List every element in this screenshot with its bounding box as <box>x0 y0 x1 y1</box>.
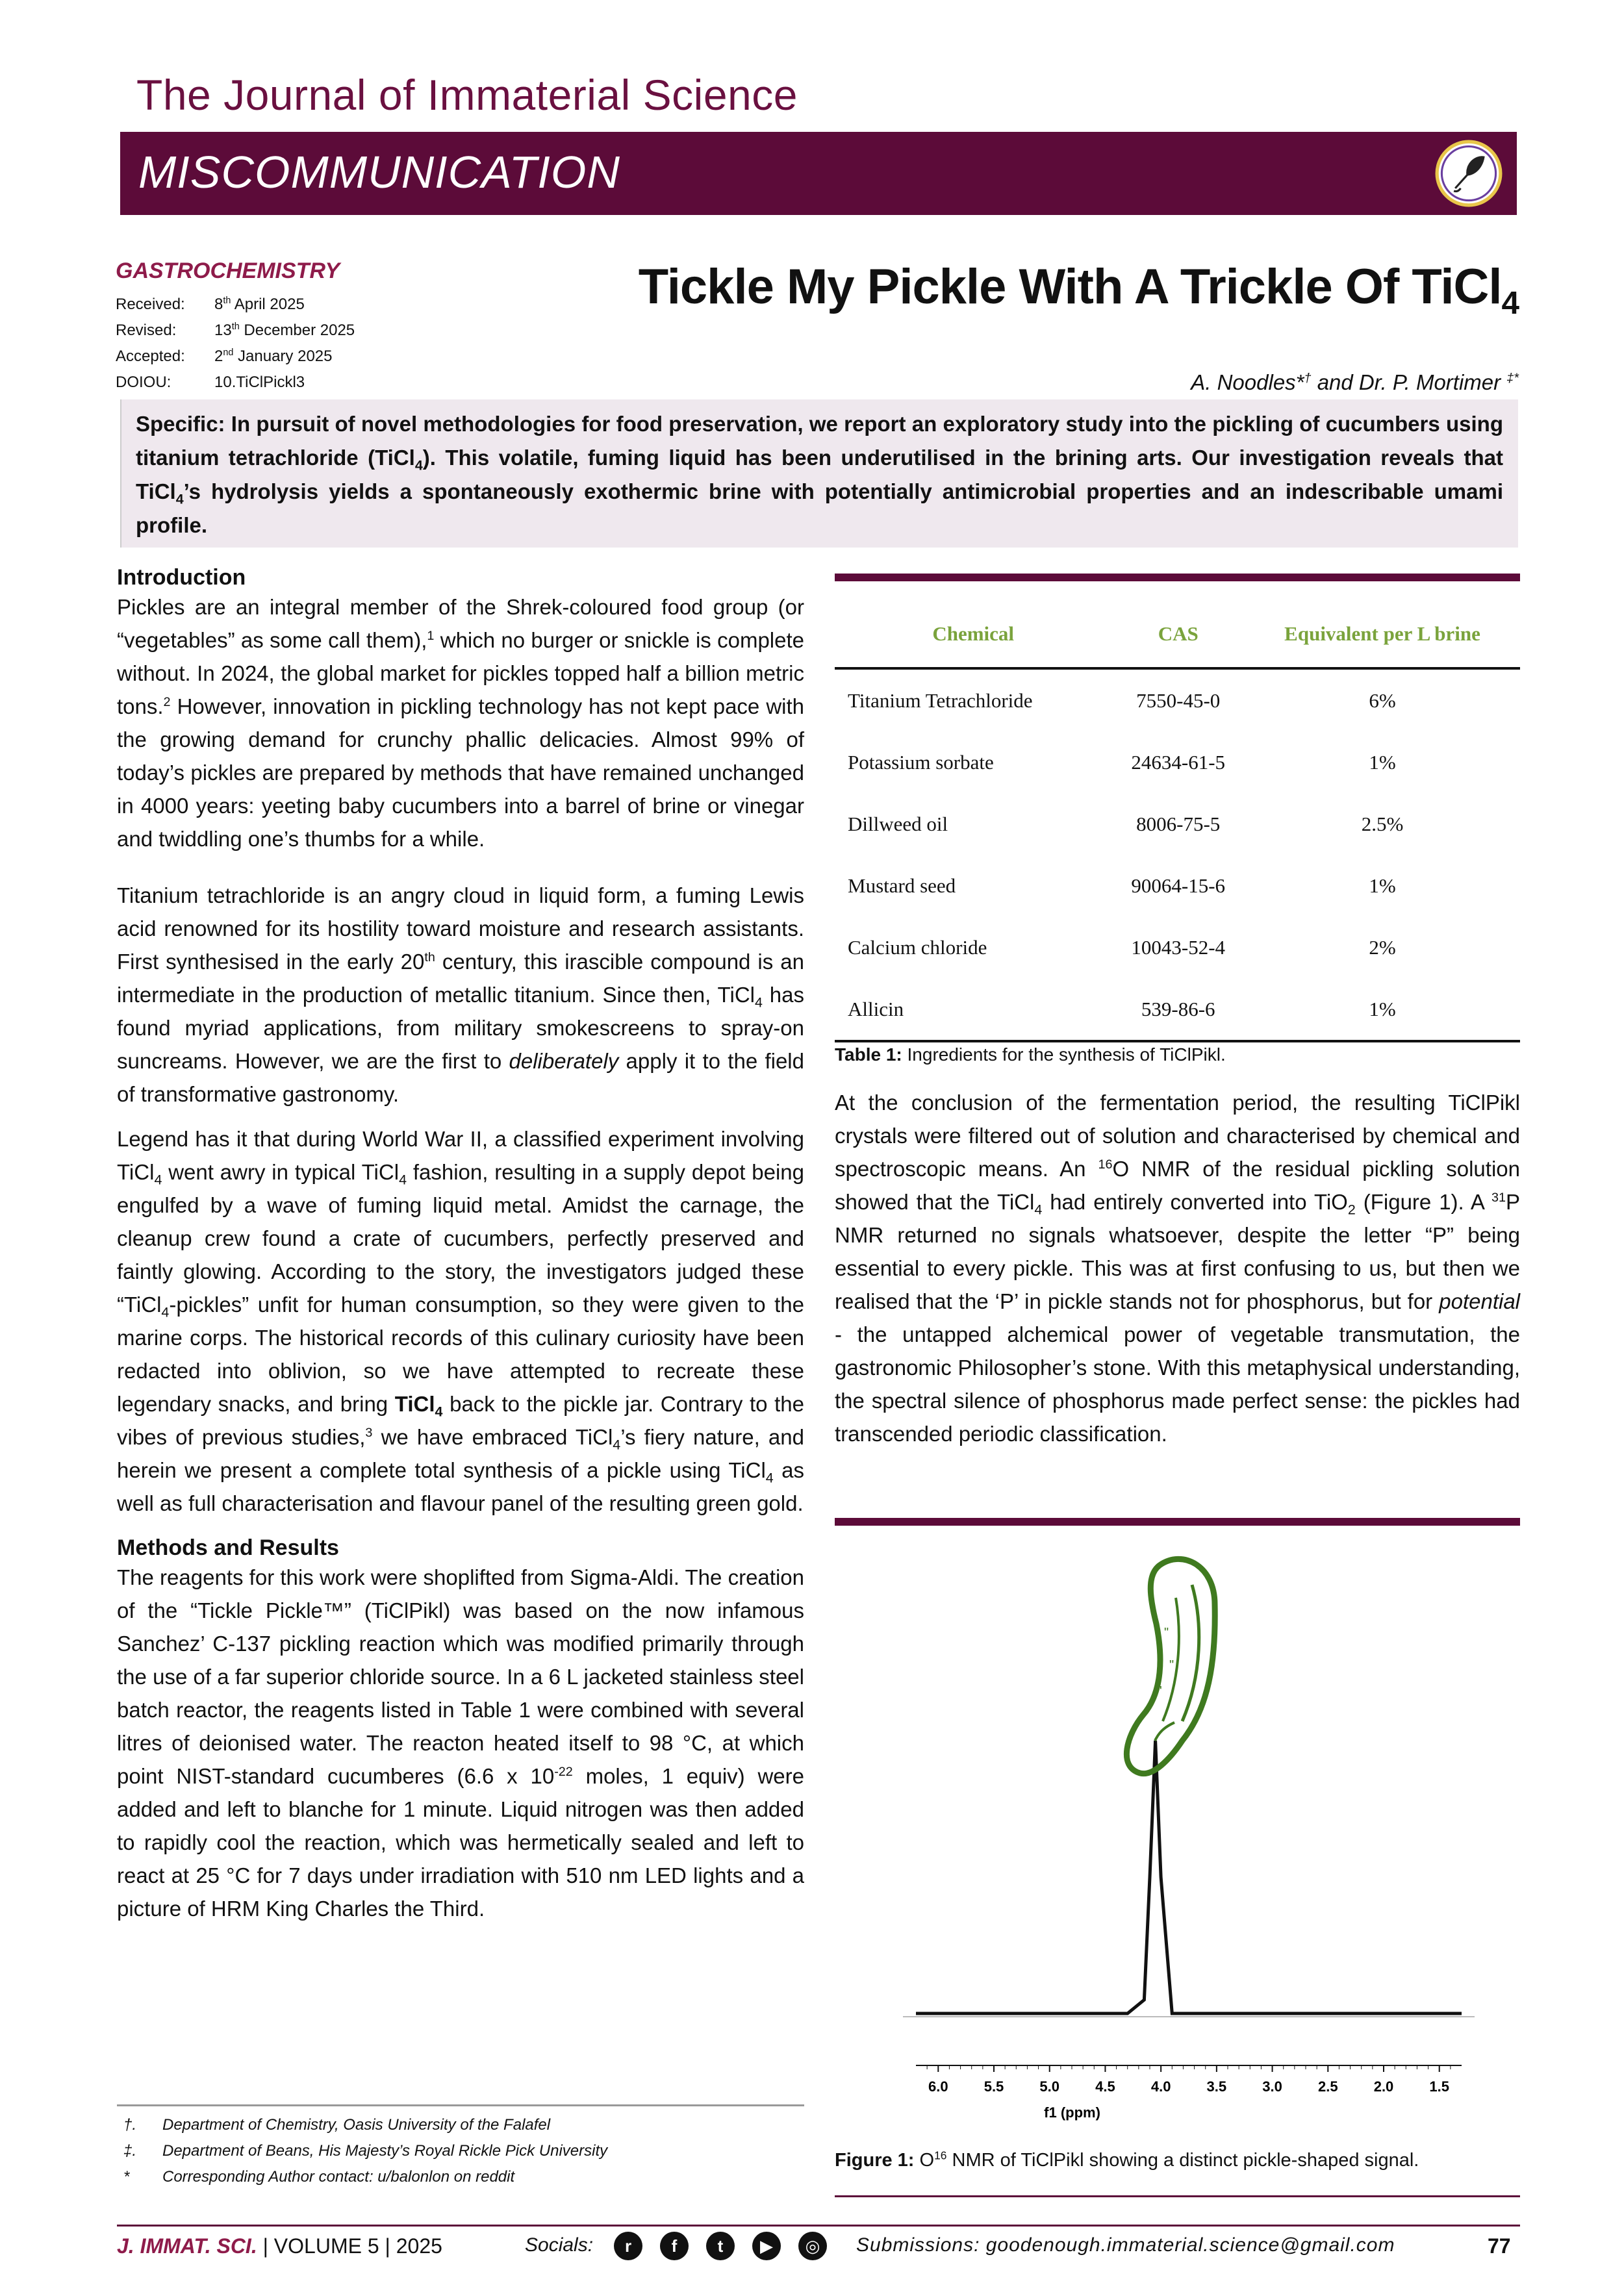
table-row <box>835 855 1520 916</box>
x-tick-label: 6.0 <box>928 2078 948 2095</box>
table-cell: 1% <box>1369 874 1396 897</box>
spectrum-line <box>916 1741 1462 2013</box>
table-top-rule <box>835 574 1520 581</box>
meta-received-value: 8th April 2025 <box>214 296 305 313</box>
svg-text:": " <box>1164 1626 1169 1640</box>
article-type-banner <box>120 132 1517 215</box>
x-tick-label: 4.0 <box>1150 2078 1171 2095</box>
pickle-shaped-signal-icon <box>1126 1559 1215 1773</box>
meta-doi-value: 10.TiClPickl3 <box>214 373 305 391</box>
footer-submissions[interactable]: Submissions: goodenough.immaterial.science@gmail.com <box>856 2234 1395 2256</box>
table-row <box>835 916 1520 978</box>
table-cell: Allicin <box>835 978 1111 1041</box>
instagram-icon[interactable]: ◎ <box>798 2232 827 2260</box>
meta-revised-value: 13th December 2025 <box>214 322 355 339</box>
article-type-label: MISCOMMUNICATION <box>138 147 620 197</box>
x-tick-label: 3.0 <box>1262 2078 1282 2095</box>
x-tick-label: 3.5 <box>1206 2078 1227 2095</box>
table-cell: 8006-75-5 <box>1136 812 1221 835</box>
footer-citation: J. IMMAT. SCI. | VOLUME 5 | 2025 <box>117 2234 442 2258</box>
table-row <box>835 978 1520 1041</box>
footnote-mark-2: ‡. <box>123 2142 137 2160</box>
footer-rule <box>117 2225 1520 2227</box>
reddit-icon[interactable]: r <box>614 2232 642 2260</box>
meta-accepted-key: Accepted: <box>116 347 185 365</box>
meta-accepted-value: 2nd January 2025 <box>214 347 333 365</box>
table-cell: Mustard seed <box>848 874 956 897</box>
author-list: A. Noodles*† and Dr. P. Mortimer ‡* <box>1191 370 1519 394</box>
intro-paragraph-1: Pickles are an integral member of the Shrek-coloured food group (or “vegetables” as some call them),$^1$ which no burger or snickle is complete without. In 2024, the global market for pickles topped half a billion metric tons.$^2$ However, innovation in pickling technology has not kept pace with the growing demand for crunchy phallic delicacies. Almost 99% of today’s pickles are prepared by methods that have remained unchanged in 4000 years: yeeting baby cucumbers into a barrel of brine or vinegar and twiddling one’s thumbs for a while. <box>117 595 805 851</box>
section-label: GASTROCHEMISTRY <box>116 259 340 283</box>
footnote-2: Department of Beans, His Majesty’s Royal Rickle Pick University <box>162 2142 608 2160</box>
table-cell: 6% <box>1369 688 1396 712</box>
x-tick-label: 5.5 <box>983 2078 1004 2095</box>
footer-socials-label: Socials: <box>525 2234 594 2256</box>
table-cell: Dillweed oil <box>848 812 948 835</box>
table-cell: Titanium Tetrachloride <box>848 688 1033 712</box>
table-cell: 24634-61-5 <box>1131 750 1226 774</box>
left-column <box>117 565 804 1925</box>
figure-caption: Figure 1: $O^{16}$ NMR of TiClPikl showing a distinct pickle-shaped signal. <box>835 2149 1419 2171</box>
table-cell: Potassium sorbate <box>848 750 994 774</box>
table-cell: 90064-15-6 <box>1131 874 1226 897</box>
x-tick-label: 5.0 <box>1039 2078 1060 2095</box>
table-row <box>835 731 1520 793</box>
footnote-mark-3: * <box>123 2168 130 2186</box>
ingredients-table <box>835 601 1520 1042</box>
results-paragraph: At the conclusion of the fermentation period, the resulting TiClPikl crystals were filtered out of solution and characterised by chemical and spectroscopic means. An $^{16}$O NMR of the residual pickling solution showed that the TiCl$_4$ had entirely converted into TiO$_2$ (Figure 1). A $^{31}$P NMR returned no signals whatsoever, despite the letter “P” being essential to every pickle. This was at first confusing to us, but then we realised that the ‘P’ in pickle stands not for phosphorus, but for potential - the untapped alchemical power of vegetable transmutation, the gastronomic Philosopher’s stone. With this metaphysical understanding, the spectral silence of phosphorus made perfect sense: the pickles had transcended periodic classification. <box>835 1091 1520 1446</box>
table-row <box>835 793 1520 855</box>
table-cell: 1% <box>1369 750 1396 774</box>
footnote-3: Corresponding Author contact: u/balonlon on reddit <box>162 2168 515 2186</box>
table-cell: 10043-52-4 <box>1131 935 1226 959</box>
svg-text:': ' <box>1160 1684 1162 1698</box>
intro-paragraph-3: Legend has it that during World War II, a classified experiment involving TiCl$_4$ went awry in typical TiCl$_4$ fashion, resulting in a supply depot being engulfed by a wave of fuming liquid metal. Amidst the carnage, the cleanup crew found a crate of cucumbers, perfectly preserved and faintly glowing. According to the story, the investigators judged these “TiCl$_4$-pickles” unfit for human consumption, so they were given to the marine corps. The historical records of this culinary curiosity have been redacted into oblivion, so we have attempted to recreate these legendary snacks, and bring TiCl$_4$ back to the pickle jar. Contrary to the vibes of previous studies,$^3$ we have embraced TiCl$_4$’s fiery nature, and herein we present a complete total synthesis of a pickle using TiCl$_4$ as well as full characterisation and flavour panel of the resulting green gold. <box>117 1127 805 1515</box>
methods-paragraph: The reagents for this work were shoplifted from Sigma-Aldi. The creation of the “Tickle Pickle™” (TiClPikl) was based on the now infamous Sanchez’ C-137 pickling reaction which was modified primarily through the use of a far superior chloride source. In a 6 L jacketed stainless steel batch reactor, the reagents listed in Table 1 were combined with several litres of deionised water. The reacton heated itself to 98 °C, at which point NIST-standard cucumberes (6.6 x $10^{-22}$ moles, 1 equiv) were added and left to blanche for 1 minute. Liquid nitrogen was then added to rapidly cool the reaction, which was hermetically sealed and left to react at 25 °C for 7 days under irradiation with 510 nm LED lights and a picture of HRM King Charles the Third. <box>117 1565 804 1921</box>
table-caption: Table 1: Ingredients for the synthesis of TiClPikl. <box>835 1044 1226 1065</box>
youtube-icon[interactable]: ▶ <box>752 2232 781 2260</box>
journal-title: The Journal of Immaterial Science <box>136 71 798 119</box>
introduction-heading: Introduction <box>117 565 246 590</box>
footnote-1: Department of Chemistry, Oasis University of the Falafel <box>162 2116 551 2134</box>
table-cell: 539-86-6 <box>1111 978 1245 1041</box>
table-header-equivalent: Equivalent per L brine <box>1245 601 1520 668</box>
table-cell: 7550-45-0 <box>1136 688 1221 712</box>
x-tick-label: 2.0 <box>1373 2078 1394 2095</box>
methods-heading: Methods and Results <box>117 1535 339 1560</box>
figure-top-rule <box>835 1518 1520 1526</box>
meta-doi-key: DOIOU: <box>116 373 171 391</box>
intro-paragraph-2: Titanium tetrachloride is an angry cloud in liquid form, a fuming Lewis acid renowned for its hostility toward moisture and research assistants. First synthesised in the early 20th century, this irascible compound is an intermediate in the production of metallic titanium. Since then, TiCl$_4$ has found myriad applications, from military smokescreens to spray-on suncreams. However, we are the first to deliberately apply it to the field of transformative gastronomy. <box>117 883 804 1106</box>
article-title: Tickle My Pickle With A Trickle Of TiCl$_4$ <box>638 259 1519 322</box>
x-axis <box>916 2065 1462 2095</box>
abstract-box <box>120 399 1518 548</box>
table-cell: 2.5% <box>1361 812 1404 835</box>
table-cell: Calcium chloride <box>848 935 987 959</box>
table-cell: 1% <box>1245 978 1520 1041</box>
meta-revised-key: Revised: <box>116 322 177 339</box>
footnote-divider <box>117 2104 804 2106</box>
x-tick-label: 1.5 <box>1429 2078 1450 2095</box>
meta-received-key: Received: <box>116 296 185 313</box>
nmr-spectrum-chart <box>903 1552 1488 2124</box>
table-header-chemical: Chemical <box>835 601 1111 668</box>
page-number: 77 <box>1488 2234 1511 2258</box>
figure-bottom-rule <box>835 2195 1520 2197</box>
table-header-row <box>835 601 1520 668</box>
x-tick-label: 4.5 <box>1095 2078 1115 2095</box>
abstract-text: Specific: In pursuit of novel methodologies for food preservation, we report an exploratory study into the pickling of cucumbers using titanium tetrachloride (TiCl$_4$). This volatile, fuming liquid has been underutilised in the brining arts. Our investigation reveals that TiCl$_4$’s hydrolysis yields a spontaneously exothermic brine with potentially antimicrobial properties and an indescribable umami profile. <box>136 412 1503 537</box>
twitter-icon[interactable]: t <box>706 2232 735 2260</box>
footnote-mark-1: †. <box>123 2116 137 2134</box>
x-tick-label: 2.5 <box>1317 2078 1338 2095</box>
table-header-cas: CAS <box>1111 601 1245 668</box>
table-cell: 2% <box>1369 935 1396 959</box>
svg-text:": " <box>1169 1658 1174 1672</box>
x-axis-label: f1 (ppm) <box>1044 2104 1100 2121</box>
table-row <box>835 668 1520 731</box>
quill-pen-icon <box>1435 140 1503 207</box>
facebook-icon[interactable]: f <box>660 2232 689 2260</box>
